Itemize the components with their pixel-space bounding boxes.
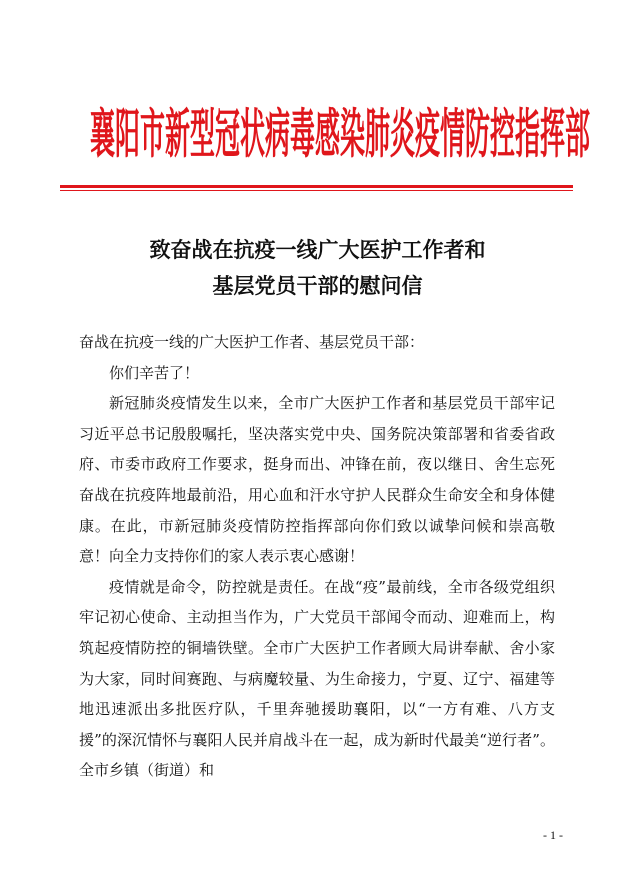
salutation: 奋战在抗疫一线的广大医护工作者、基层党员干部： bbox=[79, 333, 425, 351]
letter-title bbox=[0, 232, 635, 304]
paragraph-1: 新冠肺炎疫情发生以来，全市广大医护工作者和基层党员干部牢记习近平总书记殷殷嘱托，坚决落实党中央、国务院决策部署和省委省政府、市委市政府工作要求，挺身而出、冲锋在前，夜以继日、舍生忘死奋战在抗疫阵地最前沿，用心血和汗水守护人民群众生命安全和身体健康。在此，市新冠肺炎疫情防控指挥部向你们致以诚挚问候和崇高敬意！向全力支持你们的家人表示衷心感谢！ bbox=[79, 394, 555, 566]
letter-title-line-1: 致奋战在抗疫一线广大医护工作者和 bbox=[149, 238, 486, 262]
letter-title-line-2: 基层党员干部的慰问信 bbox=[212, 274, 423, 298]
letter-body bbox=[79, 327, 555, 786]
letterhead-rule-thin bbox=[60, 190, 573, 191]
paragraph-2: 疫情就是命令，防控就是责任。在战“疫”最前线，全市各级党组织牢记初心使命、主动担当作为，广大党员干部闻令而动、迎难而上，构筑起疫情防控的铜墙铁壁。全市广大医护工作者顾大局讲奉献、舍小家为大家，同时间赛跑、与病魔较量、为生命接力，宁夏、辽宁、福建等地迅速派出多批医疗队，千里奔驰援助襄阳，以“一方有难、八方支援”的深沉情怀与襄阳人民并肩战斗在一起，成为新时代最美“逆行者”。全市乡镇（街道）和 bbox=[79, 577, 555, 780]
page-number: - 1 - bbox=[543, 828, 563, 842]
letterhead-text: 襄阳市新型冠状病毒感染肺炎疫情防控指挥部 bbox=[90, 104, 590, 166]
letterhead bbox=[0, 100, 635, 170]
letterhead-rule-thick bbox=[60, 185, 573, 188]
greeting: 你们辛苦了！ bbox=[109, 363, 200, 382]
